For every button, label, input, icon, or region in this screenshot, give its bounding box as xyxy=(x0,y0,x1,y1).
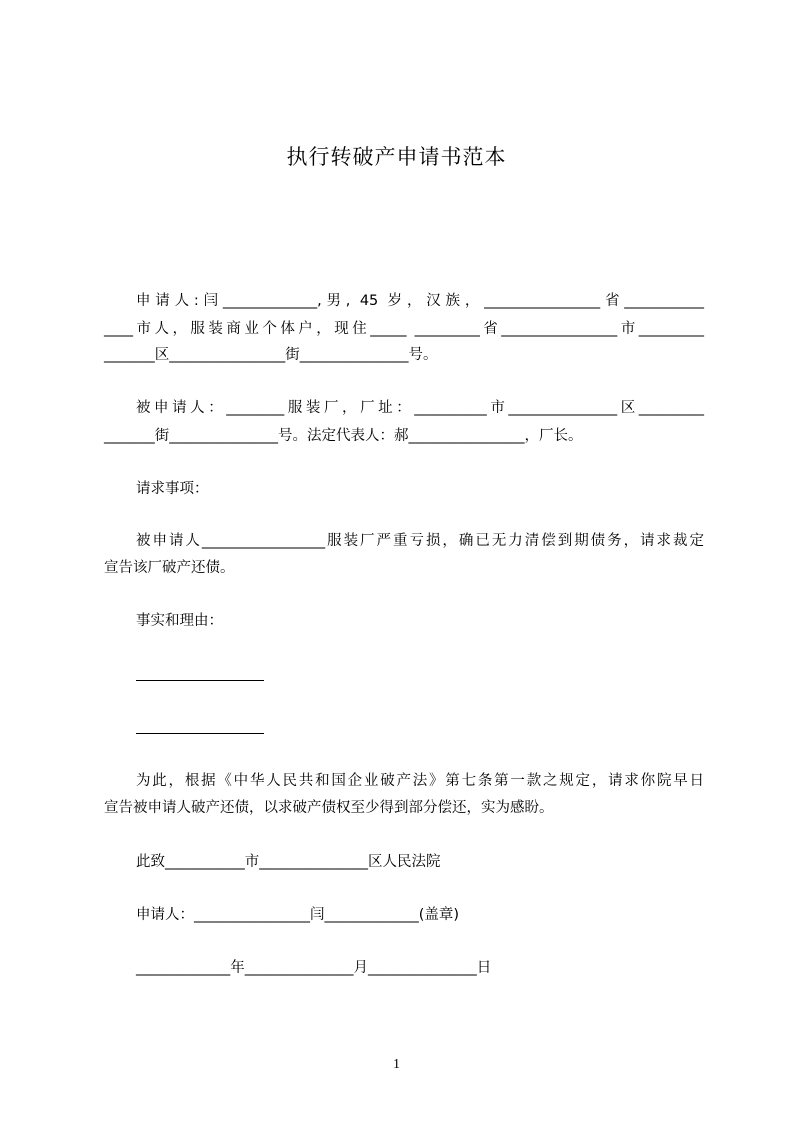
page-number: 1 xyxy=(393,1057,400,1072)
document-title: 执行转破产申请书范本 xyxy=(286,145,507,169)
request-body-line-2: 宣告该厂破产还债。 xyxy=(104,560,235,576)
request-body-line-1: 被申请人_________________服装厂严重亏损，确已无力清偿到期债务，请求裁定 xyxy=(136,533,704,549)
signature-line: 申请人：________________闫_____________(盖章) xyxy=(136,907,460,923)
facts-heading: 事实和理由： xyxy=(136,613,223,629)
conclusion-line-2: 宣告被申请人破产还债，以求破产债权至少得到部分偿还，实为感盼。 xyxy=(104,800,554,816)
respondent-line-2: _______街_______________号。法定代表人：郝________________，厂长。 xyxy=(104,428,583,444)
facts-blank-line-1 xyxy=(136,680,264,681)
applicant-line-3: _______区________________街_______________号。 xyxy=(104,347,438,363)
facts-blank-line-2 xyxy=(136,733,264,734)
conclusion-line-1: 为此，根据《中华人民共和国企业破产法》第七条第一款之规定，请求你院早日 xyxy=(136,773,704,789)
addressee-line: 此致___________市_______________区人民法院 xyxy=(136,854,441,870)
request-heading: 请求事项： xyxy=(136,481,209,497)
applicant-line-1: 申请人:闫_____________,男, 45 岁，汉族，________________省___________ xyxy=(136,293,704,309)
respondent-line-1: 被申请人：________服装厂，厂址：__________市_______________区_________ xyxy=(136,400,704,416)
date-line: _____________年_______________月_______________日 xyxy=(136,960,492,976)
applicant-line-2: ____市人，服装商业个体户，现住_____ _________省________________市_________ xyxy=(104,321,704,337)
